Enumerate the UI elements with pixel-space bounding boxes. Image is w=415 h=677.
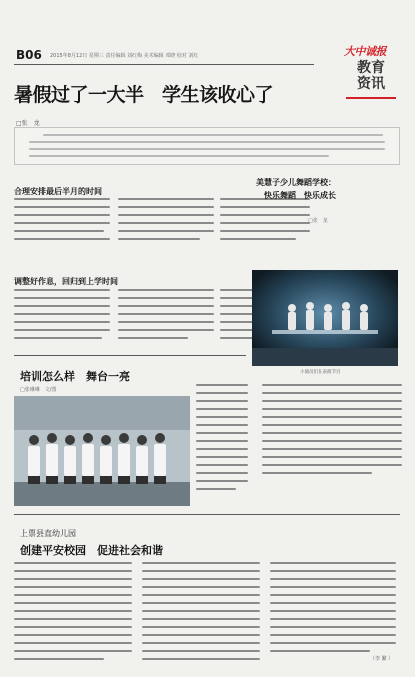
page-header: [0, 0, 415, 127]
column-title-rule: [346, 97, 396, 99]
subhead-kindergarten-small: 上票县直幼儿园: [20, 529, 76, 538]
bottom-divider: [14, 514, 400, 515]
subhead-training: 培训怎么样 舞台一亮: [20, 370, 130, 383]
photo-caption-1: 小演员们在表演节目: [300, 370, 341, 375]
training-byline: □张琳琳 文/图: [20, 387, 57, 393]
masthead-logo: [344, 40, 398, 58]
subhead-kindergarten: 创建平安校园 促进社会和谐: [20, 544, 163, 557]
intro-text-line: [29, 141, 385, 143]
main-headline: 暑假过了一大半 学生该收心了: [14, 84, 274, 106]
dance-performance-photo: [252, 270, 398, 366]
subhead-dance-school: 美慧子少儿舞蹈学校：: [256, 178, 336, 187]
subhead-adjust-schedule: 调整好作息，回归到上学时间: [14, 277, 118, 286]
body-text-block-3: [262, 384, 402, 484]
column-title: [350, 60, 392, 92]
group-scene-graphic: [14, 396, 190, 506]
header-rule: [14, 64, 314, 65]
section-divider: [14, 355, 246, 356]
stage-scene-graphic: [252, 270, 398, 366]
subhead-dance-school-2: 快乐舞蹈 快乐成长: [264, 191, 336, 200]
issue-meta-line: 2015年8月12日 星期三 责任编辑 刘红梅 美术编辑 邓晓 校对 刘红: [50, 53, 199, 59]
intro-text-line: [43, 134, 383, 136]
intro-text-line: [29, 155, 329, 157]
closing-tag: （李 繁 ）: [370, 656, 394, 662]
body-text-block-5: [14, 562, 400, 672]
column-title-line2: 资讯: [357, 76, 385, 92]
kids-group-photo: [14, 396, 190, 506]
intro-text-line: [29, 148, 385, 150]
dance-byline: □张 龙: [308, 218, 328, 224]
body-text-block-4: [196, 384, 248, 504]
intro-box: [14, 127, 400, 165]
page-code: B06: [16, 48, 42, 62]
masthead-logo-text: 大中诚报: [344, 45, 386, 58]
subhead-plan-time: 合理安排最后半月的时间: [14, 187, 102, 196]
column-title-line1: 教育: [357, 60, 385, 76]
headline-byline: □张 龙: [16, 120, 40, 127]
